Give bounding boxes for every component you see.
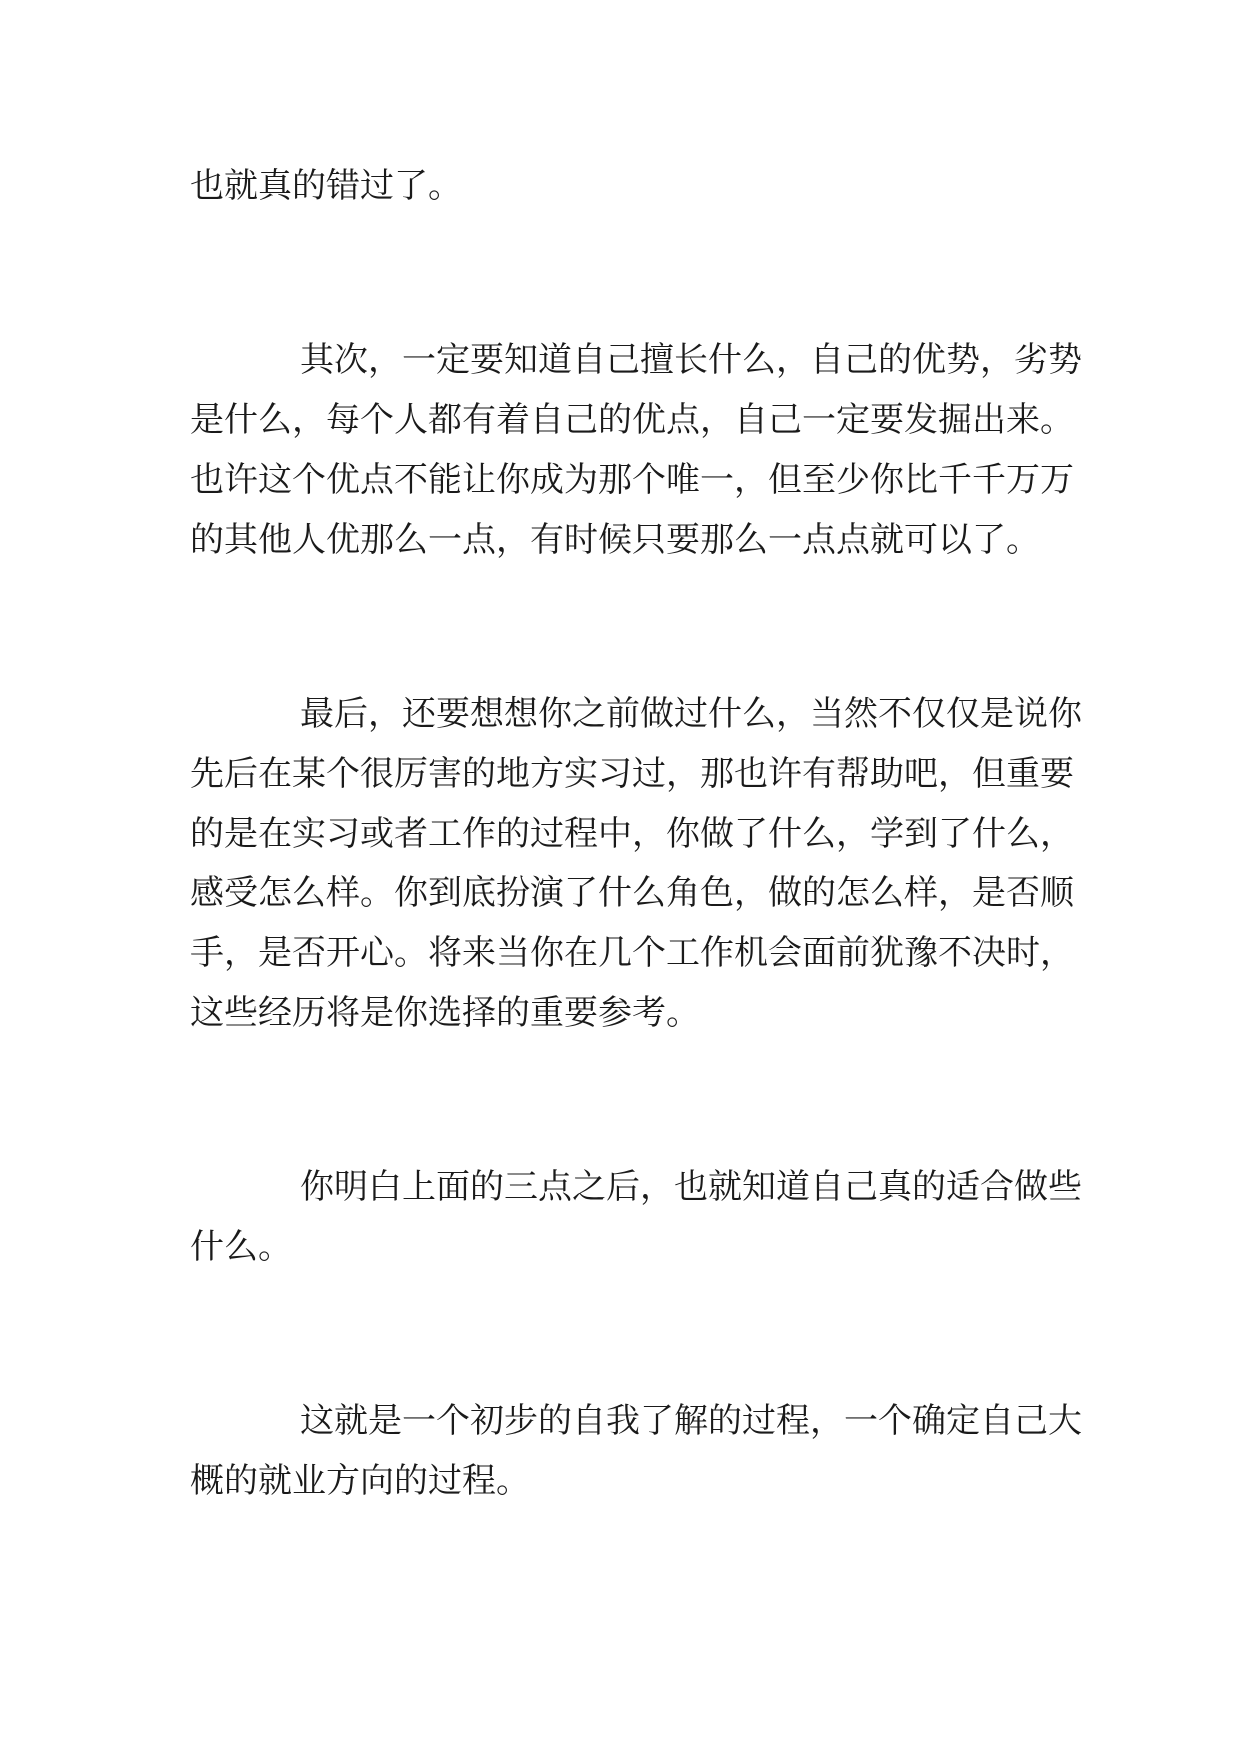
paragraph-3-line-5: 手，是否开心。将来当你在几个工作机会面前犹豫不决时， (190, 933, 1074, 973)
paragraph-2-line-3: 也许这个优点不能让你成为那个唯一，但至少你比千千万万 (190, 460, 1074, 500)
paragraph-3-line-3: 的是在实习或者工作的过程中，你做了什么，学到了什么， (190, 814, 1074, 854)
paragraph-2-line-1: 其次，一定要知道自己擅长什么，自己的优势，劣势 (300, 340, 1082, 380)
paragraph-5-line-2: 概的就业方向的过程。 (190, 1461, 530, 1501)
paragraph-3-line-4: 感受怎么样。你到底扮演了什么角色，做的怎么样，是否顺 (190, 873, 1074, 913)
paragraph-3-line-6: 这些经历将是你选择的重要参考。 (190, 993, 700, 1033)
paragraph-3-line-2: 先后在某个很厉害的地方实习过，那也许有帮助吧，但重要 (190, 754, 1074, 794)
paragraph-2-line-4: 的其他人优那么一点，有时候只要那么一点点就可以了。 (190, 520, 1040, 560)
paragraph-4-line-2: 什么。 (190, 1227, 292, 1267)
paragraph-3-line-1: 最后，还要想想你之前做过什么，当然不仅仅是说你 (300, 694, 1082, 734)
paragraph-1-line-1: 也就真的错过了。 (190, 166, 462, 206)
paragraph-5-line-1: 这就是一个初步的自我了解的过程，一个确定自己大 (300, 1401, 1082, 1441)
paragraph-4-line-1: 你明白上面的三点之后，也就知道自己真的适合做些 (300, 1167, 1082, 1207)
paragraph-2-line-2: 是什么，每个人都有着自己的优点，自己一定要发掘出来。 (190, 400, 1074, 440)
